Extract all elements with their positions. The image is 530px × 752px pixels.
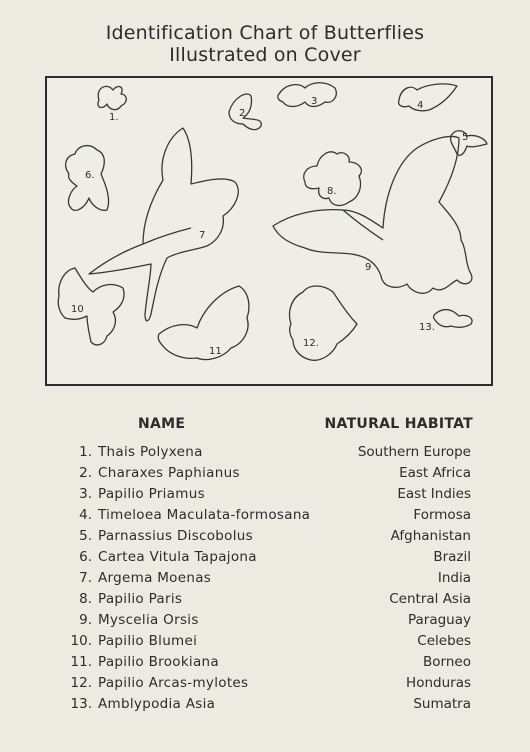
natural-habitat: Afghanistan (390, 528, 471, 544)
table-row (0, 612, 530, 633)
butterfly-outline-diagram (45, 76, 493, 386)
row-number: 9. (79, 612, 92, 628)
butterfly-name: Amblypodia Asia (98, 696, 216, 712)
row-number: 1. (79, 444, 92, 460)
table-row (0, 696, 530, 717)
row-number: 12. (70, 675, 92, 691)
butterfly-label-6: 6. (85, 170, 95, 181)
butterfly-outline-1 (98, 86, 126, 109)
butterfly-label-13: 13. (419, 322, 435, 333)
table-row (0, 549, 530, 570)
title-line-1: Identification Chart of Butterflies (105, 22, 425, 44)
butterfly-label-10: 10 (71, 304, 84, 315)
butterfly-label-9: 9 (365, 262, 372, 273)
title-line-2: Illustrated on Cover (169, 44, 361, 66)
row-number: 6. (79, 549, 92, 565)
natural-habitat: Brazil (433, 549, 471, 565)
butterfly-outline-9 (273, 136, 472, 293)
butterfly-9-body (343, 210, 383, 240)
natural-habitat: Southern Europe (357, 444, 471, 460)
butterfly-name: Thais Polyxena (98, 444, 203, 460)
table-row (0, 528, 530, 549)
natural-habitat: East Indies (397, 486, 471, 502)
butterfly-outline-11 (158, 286, 249, 360)
butterfly-label-12: 12. (303, 338, 319, 349)
table-row (0, 486, 530, 507)
butterfly-outline-3 (278, 83, 336, 107)
butterfly-label-7: 7 (199, 230, 206, 241)
page-title (0, 22, 530, 66)
butterfly-name: Argema Moenas (98, 570, 212, 586)
natural-habitat: Borneo (423, 654, 471, 670)
natural-habitat: Celebes (417, 633, 471, 649)
butterfly-outline-7 (89, 128, 238, 321)
table-row (0, 444, 530, 465)
butterfly-name: Myscelia Orsis (98, 612, 199, 628)
natural-habitat: Sumatra (413, 696, 471, 712)
row-number: 8. (79, 591, 92, 607)
row-number: 3. (79, 486, 92, 502)
butterfly-label-3: 3 (311, 96, 318, 107)
butterfly-name: Papilio Brookiana (98, 654, 219, 670)
row-number: 11. (70, 654, 92, 670)
butterfly-name: Cartea Vitula Tapajona (98, 549, 257, 565)
butterfly-name: Papilio Blumei (98, 633, 198, 649)
butterfly-outline-4 (399, 84, 457, 111)
butterfly-name: Charaxes Paphianus (98, 465, 240, 481)
table-row (0, 465, 530, 486)
natural-habitat: Central Asia (389, 591, 471, 607)
row-number: 2. (79, 465, 92, 481)
butterfly-label-2: 2 (239, 108, 246, 119)
natural-habitat: Formosa (413, 507, 471, 523)
table-row (0, 507, 530, 528)
butterfly-name: Papilio Arcas-mylotes (98, 675, 249, 691)
row-number: 7. (79, 570, 92, 586)
name-column-header: NAME (138, 416, 186, 432)
row-number: 10. (70, 633, 92, 649)
natural-habitat: East Africa (399, 465, 471, 481)
row-number: 13. (70, 696, 92, 712)
butterfly-label-4: 4 (417, 100, 424, 111)
row-number: 5. (79, 528, 92, 544)
table-row (0, 675, 530, 696)
butterfly-7-body (143, 228, 191, 244)
table-row (0, 570, 530, 591)
butterfly-label-11: 11 (209, 346, 222, 357)
butterfly-name: Papilio Paris (98, 591, 183, 607)
butterfly-label-5: 5 (462, 132, 469, 143)
butterfly-label-8: 8. (327, 186, 337, 197)
butterfly-outline-5 (451, 131, 487, 156)
butterfly-label-1: 1. (109, 112, 119, 123)
table-row (0, 654, 530, 675)
butterfly-name: Timeloea Maculata-formosana (98, 507, 311, 523)
natural-habitat: Paraguay (407, 612, 471, 628)
table-row (0, 633, 530, 654)
natural-habitat: Honduras (406, 675, 471, 691)
butterfly-name: Parnassius Discobolus (98, 528, 253, 544)
butterfly-outline-8 (304, 152, 362, 206)
butterfly-outline-12 (290, 286, 358, 360)
row-number: 4. (79, 507, 92, 523)
natural-habitat: India (437, 570, 471, 586)
butterfly-name: Papilio Priamus (98, 486, 205, 502)
butterfly-outline-13 (434, 310, 473, 328)
table-row (0, 591, 530, 612)
butterfly-outlines (47, 78, 491, 384)
butterfly-outline-10 (58, 268, 124, 345)
habitat-column-header: NATURAL HABITAT (324, 416, 473, 432)
